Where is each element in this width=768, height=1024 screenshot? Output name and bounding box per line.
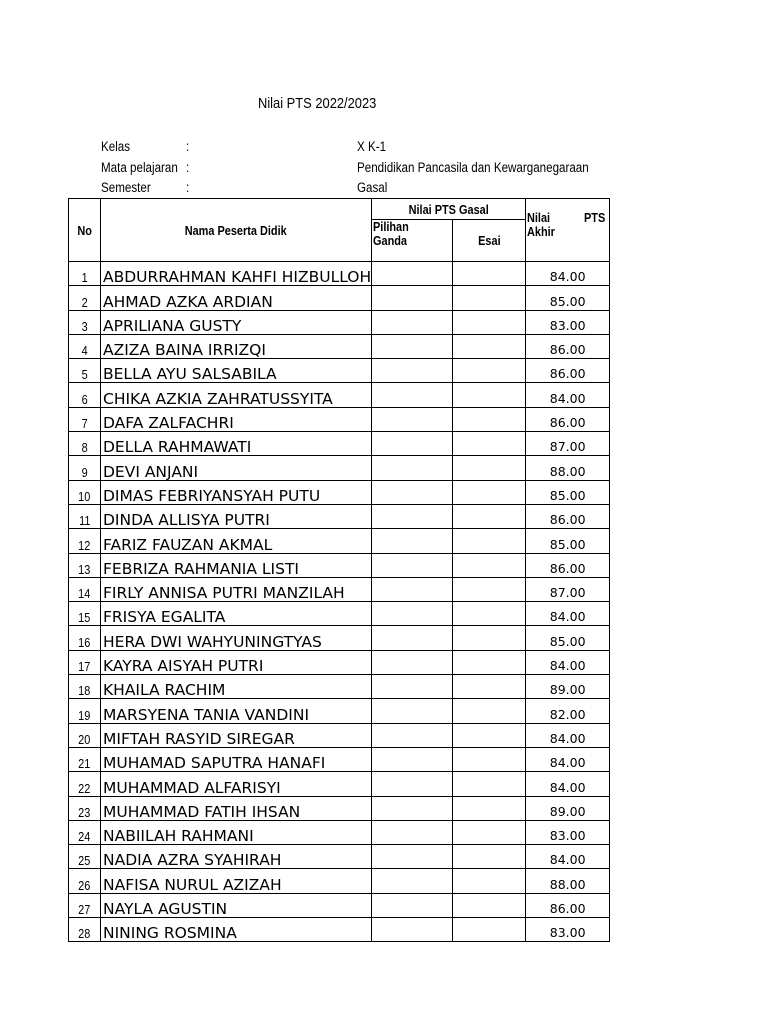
pilihan-ganda-cell	[372, 602, 453, 626]
esai-cell	[453, 553, 526, 577]
student-name: MUHAMMAD ALFARISYI	[101, 772, 372, 796]
pilihan-ganda-cell	[372, 310, 453, 334]
row-number: 22	[69, 772, 101, 796]
pilihan-ganda-cell	[372, 626, 453, 650]
pilihan-ganda-cell	[372, 334, 453, 358]
esai-cell	[453, 334, 526, 358]
row-number: 2	[69, 286, 101, 310]
final-score: 87.00	[526, 432, 610, 456]
table-row	[69, 359, 610, 383]
student-name: MUHAMMAD FATIH IHSAN	[101, 796, 372, 820]
pilihan-ganda-cell	[372, 577, 453, 601]
pilihan-ganda-cell	[372, 796, 453, 820]
student-name: NAYLA AGUSTIN	[101, 893, 372, 917]
pilihan-ganda-cell	[372, 407, 453, 431]
pilihan-ganda-cell	[372, 456, 453, 480]
table-row	[69, 626, 610, 650]
table-row	[69, 456, 610, 480]
table-row	[69, 747, 610, 771]
student-name: FRISYA EGALITA	[101, 602, 372, 626]
info-row-mata-pelajaran	[101, 160, 661, 180]
row-number: 4	[69, 334, 101, 358]
row-number: 7	[69, 407, 101, 431]
info-row-semester	[101, 180, 661, 200]
pilihan-ganda-cell	[372, 286, 453, 310]
student-name: FARIZ FAUZAN AKMAL	[101, 529, 372, 553]
pilihan-ganda-cell	[372, 747, 453, 771]
esai-cell	[453, 286, 526, 310]
final-score: 86.00	[526, 334, 610, 358]
pilihan-ganda-cell	[372, 772, 453, 796]
row-number: 25	[69, 845, 101, 869]
row-number: 13	[69, 553, 101, 577]
esai-cell	[453, 262, 526, 286]
esai-cell	[453, 820, 526, 844]
student-name: DELLA RAHMAWATI	[101, 432, 372, 456]
student-name: BELLA AYU SALSABILA	[101, 359, 372, 383]
pilihan-ganda-cell	[372, 699, 453, 723]
student-name: NADIA AZRA SYAHIRAH	[101, 845, 372, 869]
row-number: 9	[69, 456, 101, 480]
pilihan-ganda-cell	[372, 820, 453, 844]
student-name: FIRLY ANNISA PUTRI MANZILAH	[101, 577, 372, 601]
row-number: 26	[69, 869, 101, 893]
header-nama: Nama Peserta Didik	[101, 199, 372, 262]
student-name: NAFISA NURUL AZIZAH	[101, 869, 372, 893]
pilihan-ganda-cell	[372, 675, 453, 699]
table-row	[69, 407, 610, 431]
info-label-mata-pelajaran: Mata pelajaran	[101, 160, 178, 175]
esai-cell	[453, 456, 526, 480]
final-score: 82.00	[526, 699, 610, 723]
final-score: 86.00	[526, 407, 610, 431]
row-number: 3	[69, 310, 101, 334]
esai-cell	[453, 383, 526, 407]
final-score: 85.00	[526, 626, 610, 650]
row-number: 8	[69, 432, 101, 456]
final-score: 88.00	[526, 869, 610, 893]
esai-cell	[453, 650, 526, 674]
final-score: 83.00	[526, 820, 610, 844]
final-score: 89.00	[526, 796, 610, 820]
table-row	[69, 334, 610, 358]
student-name: KAYRA AISYAH PUTRI	[101, 650, 372, 674]
table-row	[69, 553, 610, 577]
header-pilihan-ganda: Pilihan Ganda	[372, 220, 453, 262]
row-number: 20	[69, 723, 101, 747]
row-number: 23	[69, 796, 101, 820]
table-row	[69, 262, 610, 286]
final-score: 85.00	[526, 529, 610, 553]
pilihan-ganda-cell	[372, 553, 453, 577]
page-title: Nilai PTS 2022/2023	[258, 95, 377, 112]
student-name: AZIZA BAINA IRRIZQI	[101, 334, 372, 358]
student-name: ABDURRAHMAN KAHFI HIZBULLOH	[101, 262, 372, 286]
student-name: DEVI ANJANI	[101, 456, 372, 480]
student-name: AHMAD AZKA ARDIAN	[101, 286, 372, 310]
header-nilai-akhir: Nilai PTS Akhir	[526, 199, 610, 262]
esai-cell	[453, 577, 526, 601]
student-name: DIMAS FEBRIYANSYAH PUTU	[101, 480, 372, 504]
esai-cell	[453, 626, 526, 650]
esai-cell	[453, 359, 526, 383]
student-name: MIFTAH RASYID SIREGAR	[101, 723, 372, 747]
row-number: 6	[69, 383, 101, 407]
pilihan-ganda-cell	[372, 650, 453, 674]
student-name: FEBRIZA RAHMANIA LISTI	[101, 553, 372, 577]
header-nilai-pts-gasal: Nilai PTS Gasal	[372, 199, 526, 220]
final-score: 84.00	[526, 845, 610, 869]
pilihan-ganda-cell	[372, 383, 453, 407]
final-score: 83.00	[526, 310, 610, 334]
table-row	[69, 602, 610, 626]
student-name: DINDA ALLISYA PUTRI	[101, 504, 372, 528]
esai-cell	[453, 675, 526, 699]
row-number: 21	[69, 747, 101, 771]
final-score: 87.00	[526, 577, 610, 601]
row-number: 12	[69, 529, 101, 553]
esai-cell	[453, 310, 526, 334]
table-row	[69, 845, 610, 869]
info-colon-mata-pelajaran: :	[186, 160, 190, 175]
table-row	[69, 310, 610, 334]
final-score: 85.00	[526, 286, 610, 310]
table-row	[69, 893, 610, 917]
esai-cell	[453, 747, 526, 771]
esai-cell	[453, 918, 526, 942]
table-row	[69, 529, 610, 553]
student-name: NINING ROSMINA	[101, 918, 372, 942]
pilihan-ganda-cell	[372, 480, 453, 504]
esai-cell	[453, 772, 526, 796]
esai-cell	[453, 869, 526, 893]
info-row-kelas	[101, 139, 661, 159]
row-number: 15	[69, 602, 101, 626]
header-esai: Esai	[453, 220, 526, 262]
esai-cell	[453, 480, 526, 504]
table-row	[69, 480, 610, 504]
final-score: 83.00	[526, 918, 610, 942]
info-value-kelas: X K-1	[357, 139, 387, 154]
pilihan-ganda-cell	[372, 529, 453, 553]
student-name: MARSYENA TANIA VANDINI	[101, 699, 372, 723]
final-score: 88.00	[526, 456, 610, 480]
esai-cell	[453, 407, 526, 431]
pilihan-ganda-cell	[372, 893, 453, 917]
row-number: 1	[69, 262, 101, 286]
row-number: 5	[69, 359, 101, 383]
final-score: 89.00	[526, 675, 610, 699]
esai-cell	[453, 602, 526, 626]
pilihan-ganda-cell	[372, 869, 453, 893]
table-row	[69, 723, 610, 747]
table-row	[69, 699, 610, 723]
pilihan-ganda-cell	[372, 723, 453, 747]
final-score: 84.00	[526, 650, 610, 674]
info-label-semester: Semester	[101, 180, 151, 195]
student-name: HERA DWI WAHYUNINGTYAS	[101, 626, 372, 650]
final-score: 84.00	[526, 723, 610, 747]
pilihan-ganda-cell	[372, 359, 453, 383]
student-name: CHIKA AZKIA ZAHRATUSSYITA	[101, 383, 372, 407]
grades-table	[68, 198, 610, 942]
final-score: 84.00	[526, 602, 610, 626]
pilihan-ganda-cell	[372, 504, 453, 528]
row-number: 28	[69, 918, 101, 942]
row-number: 14	[69, 577, 101, 601]
table-row	[69, 820, 610, 844]
final-score: 84.00	[526, 772, 610, 796]
table-row	[69, 504, 610, 528]
row-number: 16	[69, 626, 101, 650]
table-row	[69, 675, 610, 699]
final-score: 86.00	[526, 504, 610, 528]
row-number: 27	[69, 893, 101, 917]
table-row	[69, 286, 610, 310]
esai-cell	[453, 845, 526, 869]
esai-cell	[453, 432, 526, 456]
pilihan-ganda-cell	[372, 845, 453, 869]
table-row	[69, 796, 610, 820]
table-row	[69, 650, 610, 674]
pilihan-ganda-cell	[372, 918, 453, 942]
row-number: 17	[69, 650, 101, 674]
row-number: 24	[69, 820, 101, 844]
row-number: 18	[69, 675, 101, 699]
final-score: 85.00	[526, 480, 610, 504]
esai-cell	[453, 796, 526, 820]
row-number: 11	[69, 504, 101, 528]
final-score: 86.00	[526, 359, 610, 383]
student-name: DAFA ZALFACHRI	[101, 407, 372, 431]
esai-cell	[453, 723, 526, 747]
table-row	[69, 577, 610, 601]
table-row	[69, 383, 610, 407]
pilihan-ganda-cell	[372, 262, 453, 286]
header-no: No	[69, 199, 101, 262]
pilihan-ganda-cell	[372, 432, 453, 456]
info-colon-semester: :	[186, 180, 190, 195]
final-score: 84.00	[526, 262, 610, 286]
info-value-mata-pelajaran: Pendidikan Pancasila dan Kewarganegaraan	[357, 160, 589, 175]
student-name: MUHAMAD SAPUTRA HANAFI	[101, 747, 372, 771]
esai-cell	[453, 699, 526, 723]
esai-cell	[453, 504, 526, 528]
table-row	[69, 432, 610, 456]
final-score: 86.00	[526, 553, 610, 577]
info-colon-kelas: :	[186, 139, 190, 154]
table-row	[69, 918, 610, 942]
student-name: APRILIANA GUSTY	[101, 310, 372, 334]
final-score: 84.00	[526, 747, 610, 771]
final-score: 86.00	[526, 893, 610, 917]
esai-cell	[453, 893, 526, 917]
row-number: 10	[69, 480, 101, 504]
table-row	[69, 772, 610, 796]
student-name: NABIILAH RAHMANI	[101, 820, 372, 844]
info-label-kelas: Kelas	[101, 139, 131, 154]
esai-cell	[453, 529, 526, 553]
final-score: 84.00	[526, 383, 610, 407]
table-row	[69, 869, 610, 893]
row-number: 19	[69, 699, 101, 723]
info-value-semester: Gasal	[357, 180, 388, 195]
student-name: KHAILA RACHIM	[101, 675, 372, 699]
